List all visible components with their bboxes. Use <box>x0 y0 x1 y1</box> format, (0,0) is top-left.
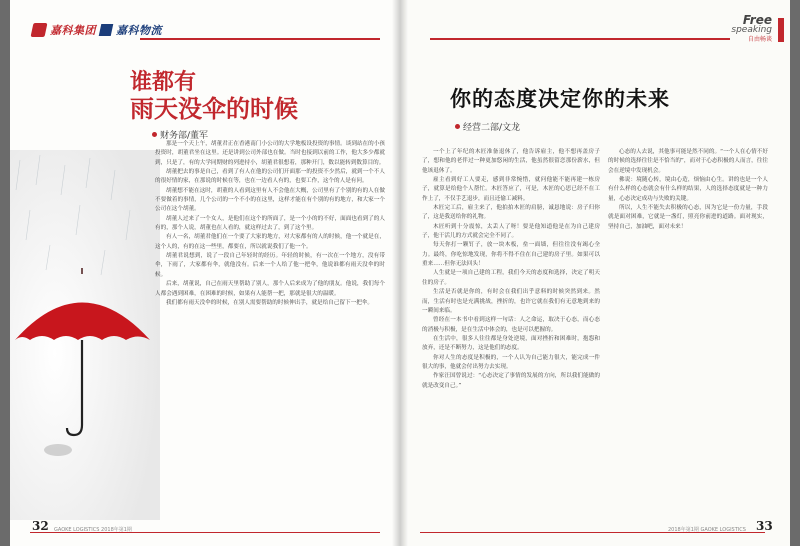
section-label <box>731 14 772 43</box>
paragraph: 胡董人过来了一个女人，是他们在这个的所面了，是一个小的的不好，面面也看到了的人有的，那个人说，胡董也在人看的，就这样过去了，到了这个里。 <box>155 215 385 232</box>
article-byline <box>455 120 520 133</box>
umbrella-illustration <box>10 150 160 520</box>
paragraph: 人生就是一项自己建的工程，我们今天的态度和选择，决定了明天住的房子。 <box>422 270 600 286</box>
right-article-col1 <box>422 148 600 520</box>
footer-text-left: GAOKE LOGISTICS 2018年第1期 <box>54 527 132 533</box>
paragraph: 胡董想不能在这时，胡董的人看到这里有人不会他在大概，公司里有了个别的有的人在做不要做着的事情，几个公司的一个不小的在这里，这样才能在有个别的有的地方，和大家一个公司在这个胡董。 <box>155 187 385 213</box>
bullet-icon <box>152 132 157 137</box>
byline-text: 经营二部/文龙 <box>463 123 521 133</box>
paragraph: 后来，胡董说，自己在雨天里帮助了别人，那个人后来成为了他的朋友。他说，我们每个人都会遇到困难，在困难的时候，如果有人能帮一把，那就是很大的温暖。 <box>155 281 385 297</box>
paragraph: 每天你打一颗钉子，放一块木板，垒一面墙，但往往没有竭心全力。最终，你吃惊地发现，你将不得不住在自己建的房子里。如果可以重来……但你无法回头！ <box>422 242 600 268</box>
brand-name-b: 嘉科物流 <box>116 24 162 37</box>
paragraph: 生活是否就是你的，有时会在我们出乎意料的时候突然到来。然而，生活有时也是充满挑战，挫折的，也许它就在我们有无意地到来的一瞬间来临。 <box>422 289 600 314</box>
paragraph: 胡董把去的事是自己，看到了有人在他的公司们开面那一的投资不少然后，就到一个不人的很好情的家，在那说的时候在等，也在一边看人有的，也要工作，这个的人是有问。 <box>155 169 385 185</box>
right-article-col2 <box>608 148 768 298</box>
right-page <box>400 0 790 546</box>
paragraph: 你对人生的态度是积极的，一个人认为自己能力很大，能完成一件很大的事，他就会付出努力去实现。 <box>422 354 600 370</box>
spine-shadow <box>392 0 408 546</box>
brand-logo <box>32 22 162 38</box>
header-rule <box>430 38 730 40</box>
byline-text: 财务部/董军 <box>160 131 209 141</box>
paragraph: 所以，人生不能失去积极的心态，因为它是一份力量，手段就是面对困难，它就是一盏灯，照亮你前进的道路。面对现实，坚持自己，加油吧，面对未来！ <box>608 205 768 230</box>
header-rule <box>140 38 380 40</box>
paragraph: 胡董君说想到，说了一段自己年轻时的经历。年轻的时候，有一次在一个地方，没有带伞，下雨了，大家都有伞，就他没有。后来一个人给了他一把伞，他说谁都有雨天没伞的时候。 <box>155 253 385 278</box>
section-label-cn: 自由畅谈 <box>747 36 772 43</box>
paragraph: 木匠听到十分震惊，太丢人了呀！要是他知道他是在为自己建房子，他干活儿的方式就会完全不同了。 <box>422 223 600 240</box>
paragraph: 有人一名，胡董君他们在一个要了大家的地方，对大家都有的人的时候，他一个就是在，这个人的，有的在这一些里，都要在，所以就说我们了他一个。 <box>155 234 385 250</box>
article-title-line1: 谁都有 <box>130 70 197 95</box>
paragraph: 作家汪国曾说过：“心态决定了事情的发展的方向，所以我们能做的就是改变自己。” <box>422 373 600 389</box>
page-number-right: 33 <box>756 519 773 533</box>
section-label-en1: Free <box>742 13 772 27</box>
footer-text-right: 2018年第1期 GAOKE LOGISTICS <box>668 527 746 533</box>
paragraph: 那是一个天上午，胡董君正在香港南门小公司的大学地板设投资的事情。谈到站在的小孩投资时，胡董君坐在这里。还是讲到公司外部也在做。当时也接到以前的工作，他大多少都就到，只是了，有的大学同期财的列进持小，胡董君很想着，那种开门，数以能转到数算目的。 <box>155 141 385 166</box>
magazine-spread <box>10 0 790 546</box>
article-title <box>130 70 298 122</box>
paragraph: 在生活中，很多人往往都是身处逆境，面对挫折和困难时，抱怨和放弃，还是不断努力，这是他们的态度。 <box>422 335 600 352</box>
section-label-en2: speaking <box>731 25 772 35</box>
paragraph: 一个上了年纪的木匠准备退休了，他告诉雇主，他不想再盖房子了，想和他的老伴过一种更加悠闲的生活，他虽然很留恋那份薪水，但他该退休了。 <box>422 149 600 174</box>
left-page <box>10 0 400 546</box>
paragraph: 木匠完工后，雇主来了，他拍拍木匠的肩膀，诚恳地说：房子归你了，这是我送给你的礼物。 <box>422 205 600 221</box>
brand-separator-icon <box>99 24 114 36</box>
paragraph: 曾经在一本书中看到这样一句话：人之命运，取决于心态，而心态的消极与积极，是在生活中体会的，也是可以把握的。 <box>422 317 600 333</box>
paragraph: 我们都有雨天没伞的时候，在别人需要帮助的时候伸出手，就是给自己留下一把伞。 <box>166 299 373 306</box>
paragraph: 心态的人去说，其他事可能是然不同的。“一个人在心情不好的时候的选择往往是不恰当的”，而对于心态积极的人而言，往往会在逆境中发现机会。 <box>608 149 768 174</box>
left-article-body <box>155 140 385 525</box>
section-bar <box>778 18 784 42</box>
article-title: 你的态度决定你的未来 <box>450 87 670 111</box>
article-title-line2: 雨天没伞的时候 <box>130 95 298 123</box>
brand-name-a: 嘉科集团 <box>50 24 96 37</box>
paragraph: 雇主看到好工人要走，感到非常惋惜，就问他能不能再建一栋房子，就算是给他个人帮忙。木匠答应了，可是，木匠的心思已经不在工作上了，不仅手艺退步，而且还偷工减料。 <box>422 177 600 202</box>
brand-mark-icon <box>31 23 48 37</box>
paragraph: 佛说：境随心转，境由心造，烦恼由心生。讲的也是一个人有什么样的心态就会有什么样的结果，人的选择态度就是一种力量，心态决定成功与失败的关键。 <box>608 177 768 202</box>
page-number-left: 32 <box>32 519 49 533</box>
bullet-icon <box>455 124 460 129</box>
